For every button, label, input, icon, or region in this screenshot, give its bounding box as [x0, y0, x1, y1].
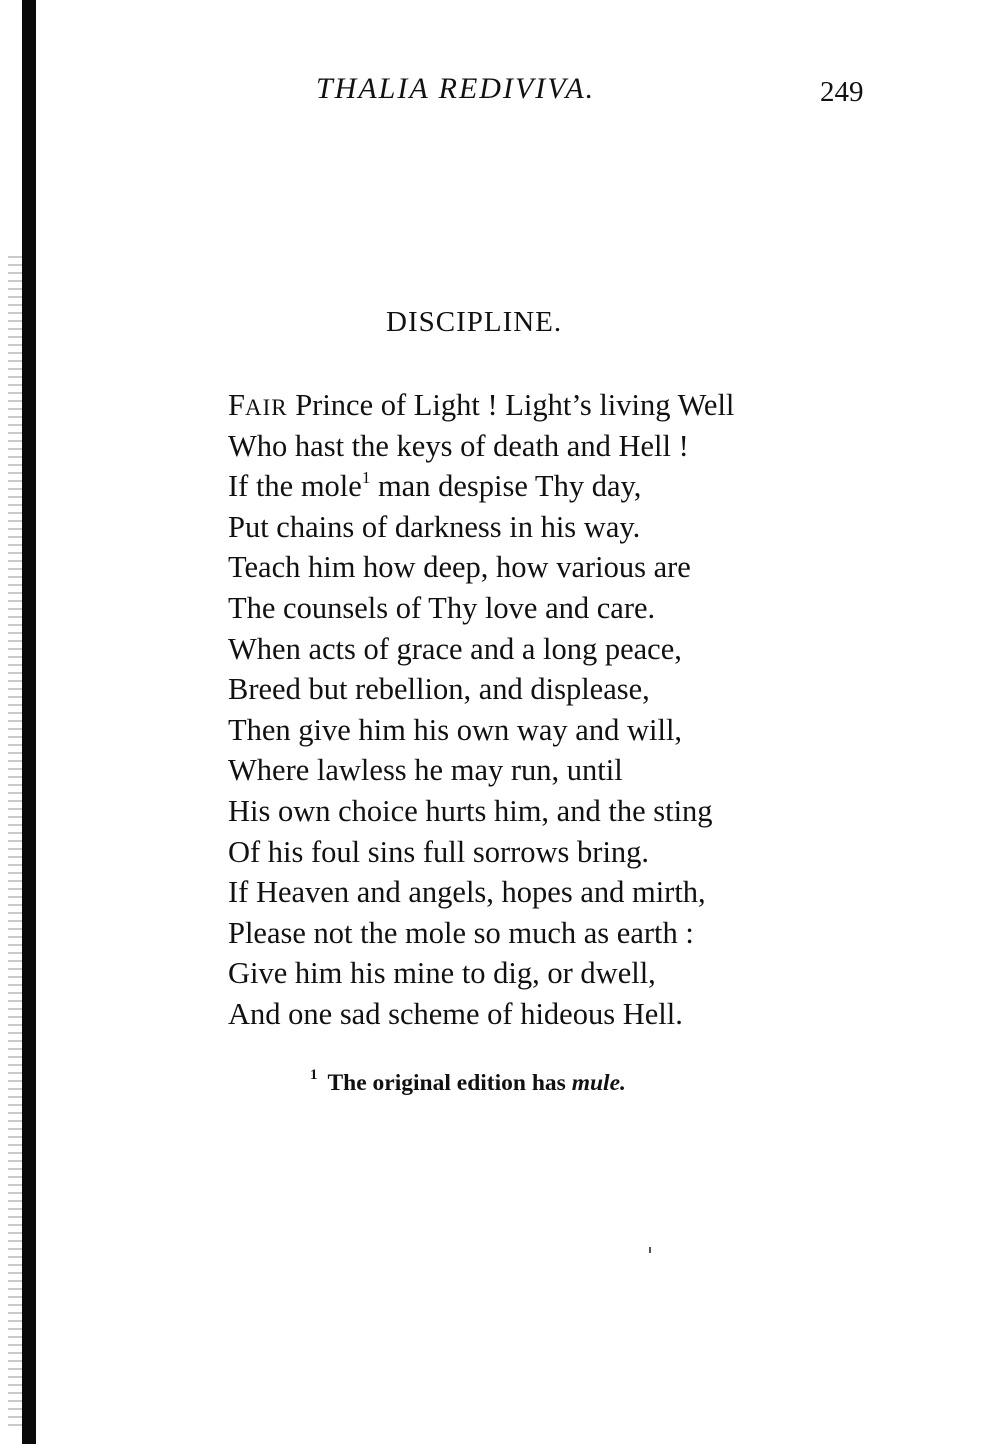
scan-speck [649, 1247, 651, 1253]
poem-line: Give him his mine to dig, or dwell, [228, 956, 656, 991]
footnote-marker: 1 [310, 1067, 318, 1084]
first-word-initial: F [228, 388, 245, 422]
poem-body [228, 385, 734, 1035]
page-number: 249 [820, 76, 864, 108]
poem-line: Of his foul sins full sorrows bring. [228, 834, 650, 869]
binding-edge [0, 0, 40, 1444]
poem-line: Put chains of darkness in his way. [228, 509, 641, 544]
poem-line: If Heaven and angels, hopes and mirth, [228, 875, 706, 910]
footnote-reference: 1 [361, 468, 371, 488]
first-line-text: Prince of Light ! Light’s living Well [287, 388, 735, 422]
footnote-text: The original edition has [327, 1070, 572, 1096]
poem-line: Where lawless he may run, until [228, 753, 623, 788]
poem-line [228, 466, 734, 507]
footnote [310, 1067, 626, 1097]
poem-line: The counsels of Thy love and care. [228, 590, 656, 625]
poem-line: When acts of grace and a long peace, [228, 631, 682, 666]
binding-shadow [22, 0, 36, 1444]
poem-line: Who hast the keys of death and Hell ! [228, 428, 689, 463]
poem-line: His own choice hurts him, and the sting [228, 793, 713, 828]
poem-line [228, 385, 734, 426]
binding-speckle [8, 250, 22, 1430]
running-head: THALIA REDIVIVA. [316, 72, 596, 105]
line-text: If the mole [228, 469, 362, 504]
poem-line: Breed but rebellion, and displease, [228, 672, 650, 707]
footnote-emphasis: mule. [571, 1070, 626, 1096]
poem-line: Then give him his own way and will, [228, 712, 683, 747]
poem-line: Please not the mole so much as earth : [228, 915, 694, 950]
line-text: man despise Thy day, [370, 469, 642, 504]
poem-title: DISCIPLINE. [386, 306, 563, 338]
first-word-smallcaps: AIR [244, 395, 288, 420]
poem-line: And one sad scheme of hideous Hell. [228, 996, 683, 1031]
poem-line: Teach him how deep, how various are [228, 550, 691, 585]
